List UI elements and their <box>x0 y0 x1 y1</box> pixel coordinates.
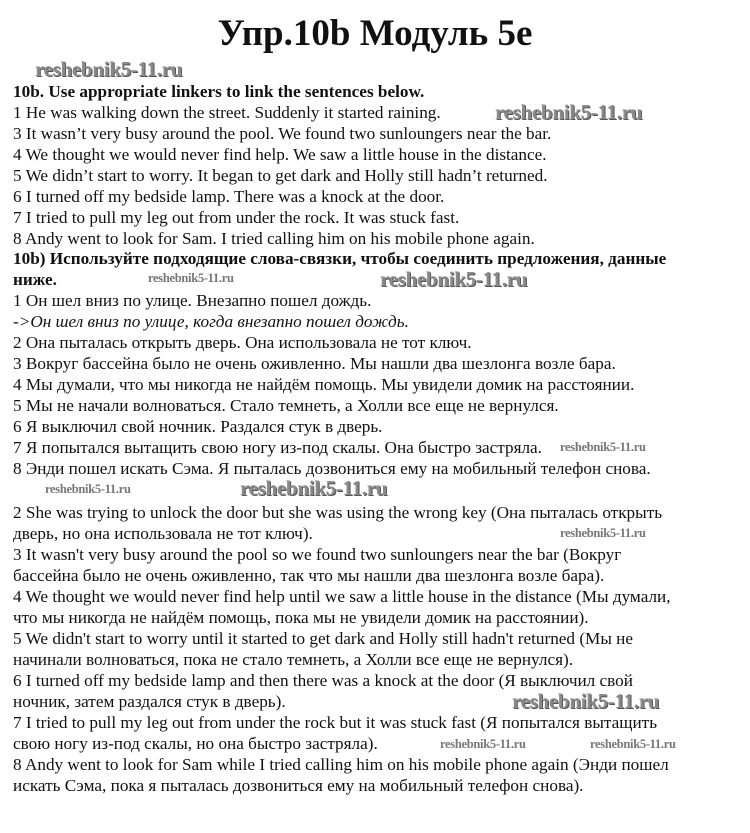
russian-item: 4 Мы думали, что мы никогда не найдём помощь. Мы увидели домик на расстоянии. <box>13 375 635 394</box>
answer-line: 3 It wasn't very busy around the pool so we found two sunloungers near the bar (Вокруг <box>13 545 622 564</box>
answer-line: свою ногу из-под скалы, но она быстро застряла). <box>13 734 378 753</box>
answer-line: 4 We thought we would never find help until we saw a little house in the distance (Мы думали, <box>13 587 671 606</box>
watermark: reshebnik5-11.ru <box>512 689 660 713</box>
answer-line: искать Сэма, пока я пыталась дозвониться ему на мобильный телефон снова). <box>13 776 584 795</box>
english-heading: 10b. Use appropriate linkers to link the sentences below. <box>13 82 425 101</box>
russian-item: 3 Вокруг бассейна было не очень оживленно. Мы нашли два шезлонга возле бара. <box>13 354 616 373</box>
watermark: reshebnik5-11.ru <box>560 526 646 540</box>
english-item: 3 It wasn’t very busy around the pool. We found two sunloungers near the bar. <box>13 124 552 143</box>
answer-line: ночник, затем раздался стук в дверь). <box>13 692 286 711</box>
answer-line: начинали волноваться, пока не стало темнеть, а Холли все еще не вернулся). <box>13 650 573 669</box>
answer-line: 8 Andy went to look for Sam while I tried calling him on his mobile phone again (Энди пошел <box>13 755 669 774</box>
answer-line: бассейна было не очень оживленно, так что мы нашли два шезлонга возле бара). <box>13 566 605 585</box>
russian-heading-cont: ниже. <box>13 270 57 289</box>
english-item: 5 We didn’t start to worry. It began to get dark and Holly still hadn’t returned. <box>13 166 548 185</box>
watermark: reshebnik5-11.ru <box>590 737 676 751</box>
example-answer: ->Он шел вниз по улице, когда внезапно пошел дождь. <box>13 312 409 331</box>
watermark: reshebnik5-11.ru <box>440 737 526 751</box>
english-item: 8 Andy went to look for Sam. I tried calling him on his mobile phone again. <box>13 229 535 248</box>
russian-heading: 10b) Используйте подходящие слова-связки, чтобы соединить предложения, данные <box>13 249 667 268</box>
watermark: reshebnik5-11.ru <box>560 440 646 454</box>
russian-item: 6 Я выключил свой ночник. Раздался стук в дверь. <box>13 417 383 436</box>
russian-item: 5 Мы не начали волноваться. Стало темнеть, а Холли все еще не вернулся. <box>13 396 559 415</box>
watermark: reshebnik5-11.ru <box>495 100 643 124</box>
watermark: reshebnik5-11.ru <box>240 476 388 500</box>
answer-line: 2 She was trying to unlock the door but she was using the wrong key (Она пыталась открыть <box>13 503 663 522</box>
watermark: reshebnik5-11.ru <box>148 271 234 285</box>
answer-line: 7 I tried to pull my leg out from under the rock but it was stuck fast (Я попытался вытащить <box>13 713 658 732</box>
watermark: reshebnik5-11.ru <box>35 57 183 81</box>
page-title: Упр.10b Модуль 5e <box>217 13 533 54</box>
russian-item: 2 Она пыталась открыть дверь. Она использовала не тот ключ. <box>13 333 472 352</box>
russian-item: 7 Я попытался вытащить свою ногу из-под скалы. Она быстро застряла. <box>13 438 542 457</box>
english-item: 4 We thought we would never find help. We saw a little house in the distance. <box>13 145 547 164</box>
watermark: reshebnik5-11.ru <box>380 267 528 291</box>
answer-line: 6 I turned off my bedside lamp and then there was a knock at the door (Я выключил свой <box>13 671 633 690</box>
english-item: 6 I turned off my bedside lamp. There was a knock at the door. <box>13 187 445 206</box>
russian-item: 8 Энди пошел искать Сэма. Я пыталась дозвониться ему на мобильный телефон снова. <box>13 459 651 478</box>
english-item: 1 He was walking down the street. Suddenly it started raining. <box>13 103 441 122</box>
answer-line: что мы никогда не найдём помощь, пока мы не увидели домик на расстоянии). <box>13 608 589 627</box>
english-item: 7 I tried to pull my leg out from under the rock. It was stuck fast. <box>13 208 460 227</box>
answer-line: 5 We didn't start to worry until it started to get dark and Holly still hadn't returned (Мы не <box>13 629 633 648</box>
watermark: reshebnik5-11.ru <box>45 482 131 496</box>
answer-line: дверь, но она использовала не тот ключ). <box>13 524 313 543</box>
example-item: 1 Он шел вниз по улице. Внезапно пошел дождь. <box>13 291 372 310</box>
